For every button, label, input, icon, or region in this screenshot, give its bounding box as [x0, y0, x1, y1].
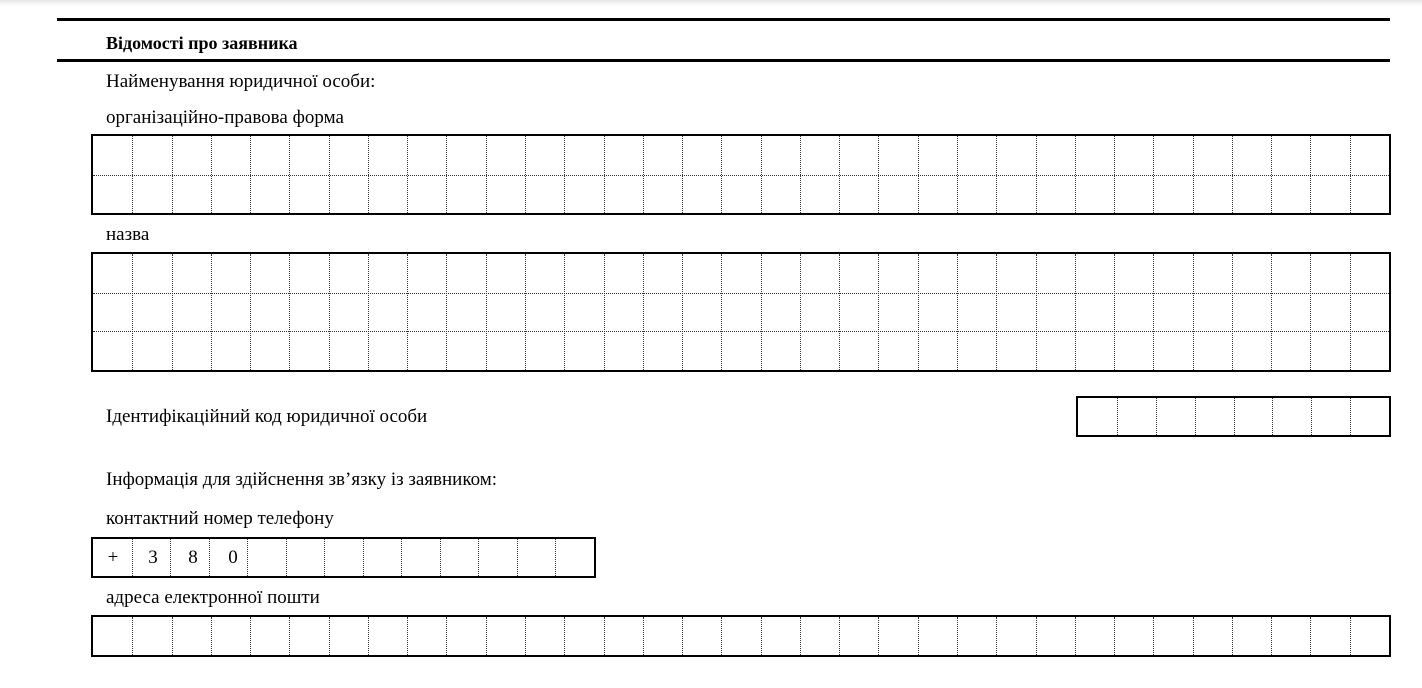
grid-column-divider [478, 539, 479, 576]
grid-column-divider [250, 617, 251, 655]
org-legal-form-label: організаційно-правова форма [106, 107, 344, 128]
phone-prefix-char-2: 8 [188, 547, 198, 568]
grid-column-divider [211, 617, 212, 655]
grid-column-divider [1075, 617, 1076, 655]
grid-column-divider [401, 539, 402, 576]
grid-column-divider [1036, 617, 1037, 655]
grid-column-divider [643, 254, 644, 370]
email-label: адреса електронної пошти [106, 587, 320, 608]
grid-column-divider [170, 539, 171, 576]
grid-column-divider [324, 539, 325, 576]
grid-column-divider [721, 254, 722, 370]
grid-column-divider [1156, 398, 1157, 435]
grid-column-divider [839, 254, 840, 370]
grid-column-divider [209, 539, 210, 576]
grid-column-divider [996, 254, 997, 370]
grid-column-divider [329, 617, 330, 655]
top-rule [57, 18, 1390, 21]
grid-column-divider [211, 254, 212, 370]
grid-column-divider [643, 617, 644, 655]
phone-label: контактний номер телефону [106, 508, 334, 529]
grid-column-divider [446, 617, 447, 655]
grid-column-divider [957, 254, 958, 370]
grid-column-divider [1193, 617, 1194, 655]
grid-column-divider [604, 254, 605, 370]
grid-column-divider [172, 254, 173, 370]
grid-column-divider [286, 539, 287, 576]
name-label: назва [106, 224, 150, 245]
legal-entity-name-label: Найменування юридичної особи: [106, 71, 376, 92]
grid-column-divider [132, 617, 133, 655]
grid-column-divider [132, 539, 133, 576]
grid-column-divider [918, 254, 919, 370]
grid-column-divider [555, 539, 556, 576]
grid-column-divider [761, 617, 762, 655]
grid-column-divider [996, 617, 997, 655]
grid-column-divider [172, 617, 173, 655]
grid-column-divider [1234, 398, 1235, 435]
grid-column-divider [1114, 617, 1115, 655]
grid-column-divider [800, 254, 801, 370]
org-legal-form-grid[interactable] [91, 134, 1391, 215]
grid-row-divider [93, 331, 1389, 332]
phone-grid[interactable] [91, 537, 596, 578]
grid-column-divider [1232, 254, 1233, 370]
grid-column-divider [682, 254, 683, 370]
grid-column-divider [1350, 254, 1351, 370]
grid-column-divider [1310, 254, 1311, 370]
grid-column-divider [957, 617, 958, 655]
grid-column-divider [564, 617, 565, 655]
grid-column-divider [250, 254, 251, 370]
phone-prefix-char-0: + [107, 547, 119, 568]
grid-column-divider [446, 254, 447, 370]
grid-column-divider [682, 617, 683, 655]
section-title: Відомості про заявника [106, 33, 298, 53]
grid-column-divider [407, 254, 408, 370]
grid-column-divider [1075, 254, 1076, 370]
grid-column-divider [721, 617, 722, 655]
grid-column-divider [1193, 254, 1194, 370]
grid-column-divider [800, 617, 801, 655]
grid-column-divider [368, 617, 369, 655]
id-code-grid[interactable] [1076, 396, 1391, 437]
grid-column-divider [878, 617, 879, 655]
grid-column-divider [1271, 254, 1272, 370]
top-shade [0, 0, 1422, 6]
grid-row-divider [93, 293, 1389, 294]
phone-prefix-char-3: 0 [228, 547, 238, 568]
grid-column-divider [289, 617, 290, 655]
grid-column-divider [1036, 254, 1037, 370]
grid-column-divider [329, 254, 330, 370]
grid-column-divider [1311, 398, 1312, 435]
grid-column-divider [1350, 398, 1351, 435]
grid-column-divider [1117, 398, 1118, 435]
contact-info-label: Інформація для здійснення зв’язку із заявником: [106, 469, 498, 490]
grid-column-divider [1114, 254, 1115, 370]
grid-column-divider [486, 617, 487, 655]
grid-column-divider [363, 539, 364, 576]
grid-column-divider [525, 254, 526, 370]
grid-column-divider [564, 254, 565, 370]
grid-column-divider [486, 254, 487, 370]
grid-column-divider [839, 617, 840, 655]
grid-column-divider [1271, 617, 1272, 655]
phone-prefix-char-1: 3 [148, 547, 158, 568]
grid-column-divider [1195, 398, 1196, 435]
grid-column-divider [407, 617, 408, 655]
grid-column-divider [1310, 617, 1311, 655]
grid-column-divider [247, 539, 248, 576]
grid-column-divider [525, 617, 526, 655]
grid-column-divider [132, 254, 133, 370]
grid-column-divider [1232, 617, 1233, 655]
grid-column-divider [878, 254, 879, 370]
name-grid[interactable] [91, 252, 1391, 372]
grid-column-divider [604, 617, 605, 655]
grid-column-divider [1350, 617, 1351, 655]
grid-column-divider [918, 617, 919, 655]
grid-column-divider [761, 254, 762, 370]
section-rule [57, 59, 1390, 62]
grid-column-divider [440, 539, 441, 576]
grid-column-divider [1153, 254, 1154, 370]
email-grid[interactable] [91, 615, 1391, 657]
grid-column-divider [1153, 617, 1154, 655]
grid-column-divider [289, 254, 290, 370]
grid-row-divider [93, 175, 1389, 176]
grid-column-divider [368, 254, 369, 370]
id-code-label: Ідентифікаційний код юридичної особи [106, 406, 428, 427]
grid-column-divider [1272, 398, 1273, 435]
grid-column-divider [517, 539, 518, 576]
